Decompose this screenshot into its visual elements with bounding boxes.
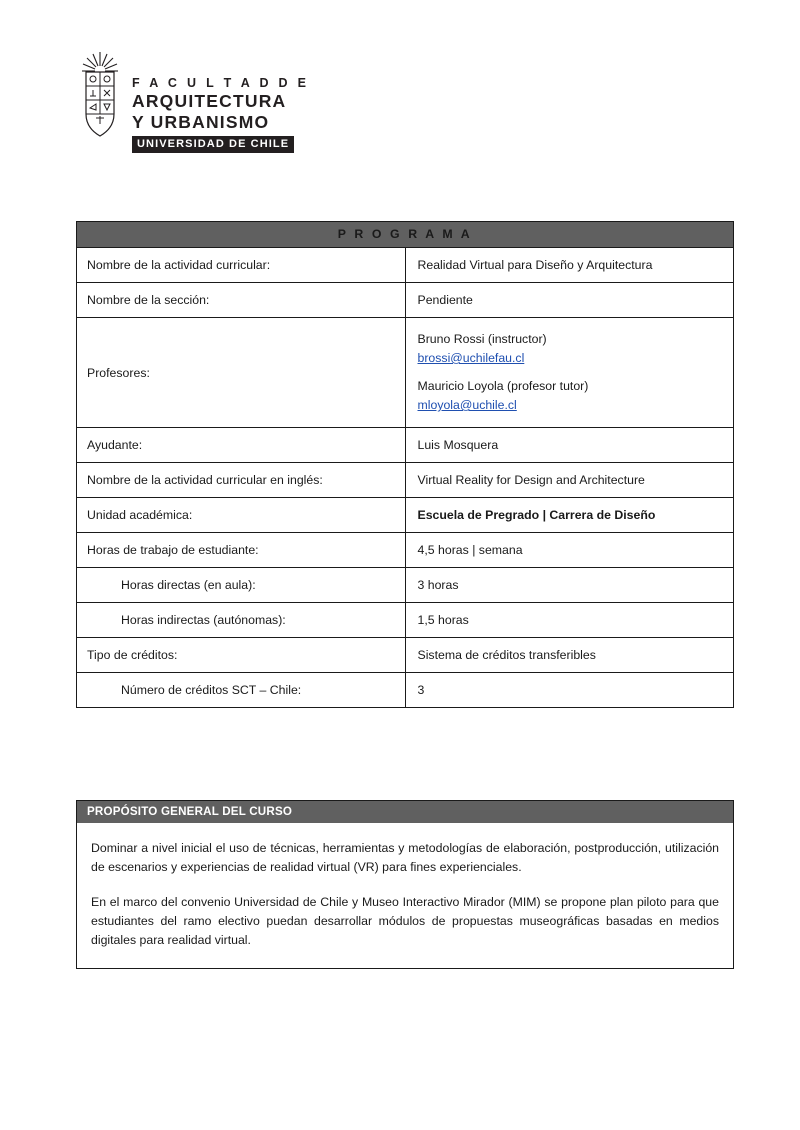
logo-line-faculty: F A C U L T A D D E (132, 76, 310, 90)
tutor-name: Mauricio Loyola (profesor tutor) (417, 379, 589, 393)
table-row-profesores (77, 318, 734, 428)
row-label: Profesores: (77, 318, 406, 428)
profesor-tutor (418, 377, 734, 415)
row-label: Nombre de la sección: (77, 283, 406, 318)
table-row (77, 673, 734, 708)
row-label: Número de créditos SCT – Chile: (77, 673, 406, 708)
spacer (418, 368, 734, 377)
instructor-email-link[interactable]: brossi@uchilefau.cl (417, 351, 525, 365)
proposito-paragraph-1: Dominar a nivel inicial el uso de técnicas, herramientas y metodologías de elaboración, postproducción, utilización de escenarios y experiencias de realidad virtual (VR) para fines experienciales. (91, 841, 719, 874)
table-row (77, 638, 734, 673)
row-value: 3 horas (405, 568, 734, 603)
row-label: Horas indirectas (autónomas): (77, 603, 406, 638)
table-row (77, 533, 734, 568)
table-row (77, 498, 734, 533)
instructor-name: Bruno Rossi (instructor) (417, 332, 547, 346)
row-label: Horas de trabajo de estudiante: (77, 533, 406, 568)
row-label: Tipo de créditos: (77, 638, 406, 673)
table-row (77, 603, 734, 638)
row-label: Unidad académica: (77, 498, 406, 533)
row-value: Luis Mosquera (405, 428, 734, 463)
table-row (77, 248, 734, 283)
row-value: Sistema de créditos transferibles (405, 638, 734, 673)
row-value: Virtual Reality for Design and Architecture (405, 463, 734, 498)
row-value: 3 (405, 673, 734, 708)
row-value: Realidad Virtual para Diseño y Arquitectura (405, 248, 734, 283)
row-label: Nombre de la actividad curricular: (77, 248, 406, 283)
row-value: 4,5 horas | semana (405, 533, 734, 568)
faculty-logo (78, 52, 309, 153)
logo-university-bar: UNIVERSIDAD DE CHILE (132, 136, 294, 153)
university-crest-icon (78, 52, 122, 138)
row-value: Escuela de Pregrado | Carrera de Diseño (405, 498, 734, 533)
row-value: 1,5 horas (405, 603, 734, 638)
row-label: Nombre de la actividad curricular en inglés: (77, 463, 406, 498)
proposito-paragraph-2: En el marco del convenio Universidad de Chile y Museo Interactivo Mirador (MIM) se propone plan piloto para que estudiantes del ramo electivo puedan desarrollar módulos de propuestas museográficas basadas en medios digitales para realidad virtual. (91, 895, 719, 947)
profesor-instructor (418, 330, 734, 368)
logo-line-arquitectura: ARQUITECTURA (132, 91, 287, 111)
row-value: Pendiente (405, 283, 734, 318)
programa-header: P R O G R A M A (77, 222, 734, 248)
table-row (77, 428, 734, 463)
table-header-row (77, 222, 734, 248)
proposito-body (77, 823, 733, 968)
table-row (77, 283, 734, 318)
row-label: Ayudante: (77, 428, 406, 463)
proposito-section (76, 800, 734, 969)
logo-wordmark (132, 52, 309, 153)
logo-line-urbanismo: Y URBANISMO (132, 112, 270, 132)
table-row (77, 568, 734, 603)
proposito-header: PROPÓSITO GENERAL DEL CURSO (77, 801, 733, 823)
programa-table (76, 221, 734, 708)
table-row (77, 463, 734, 498)
tutor-email-link[interactable]: mloyola@uchile.cl (417, 398, 517, 412)
row-value-profesores (405, 318, 734, 428)
row-label: Horas directas (en aula): (77, 568, 406, 603)
